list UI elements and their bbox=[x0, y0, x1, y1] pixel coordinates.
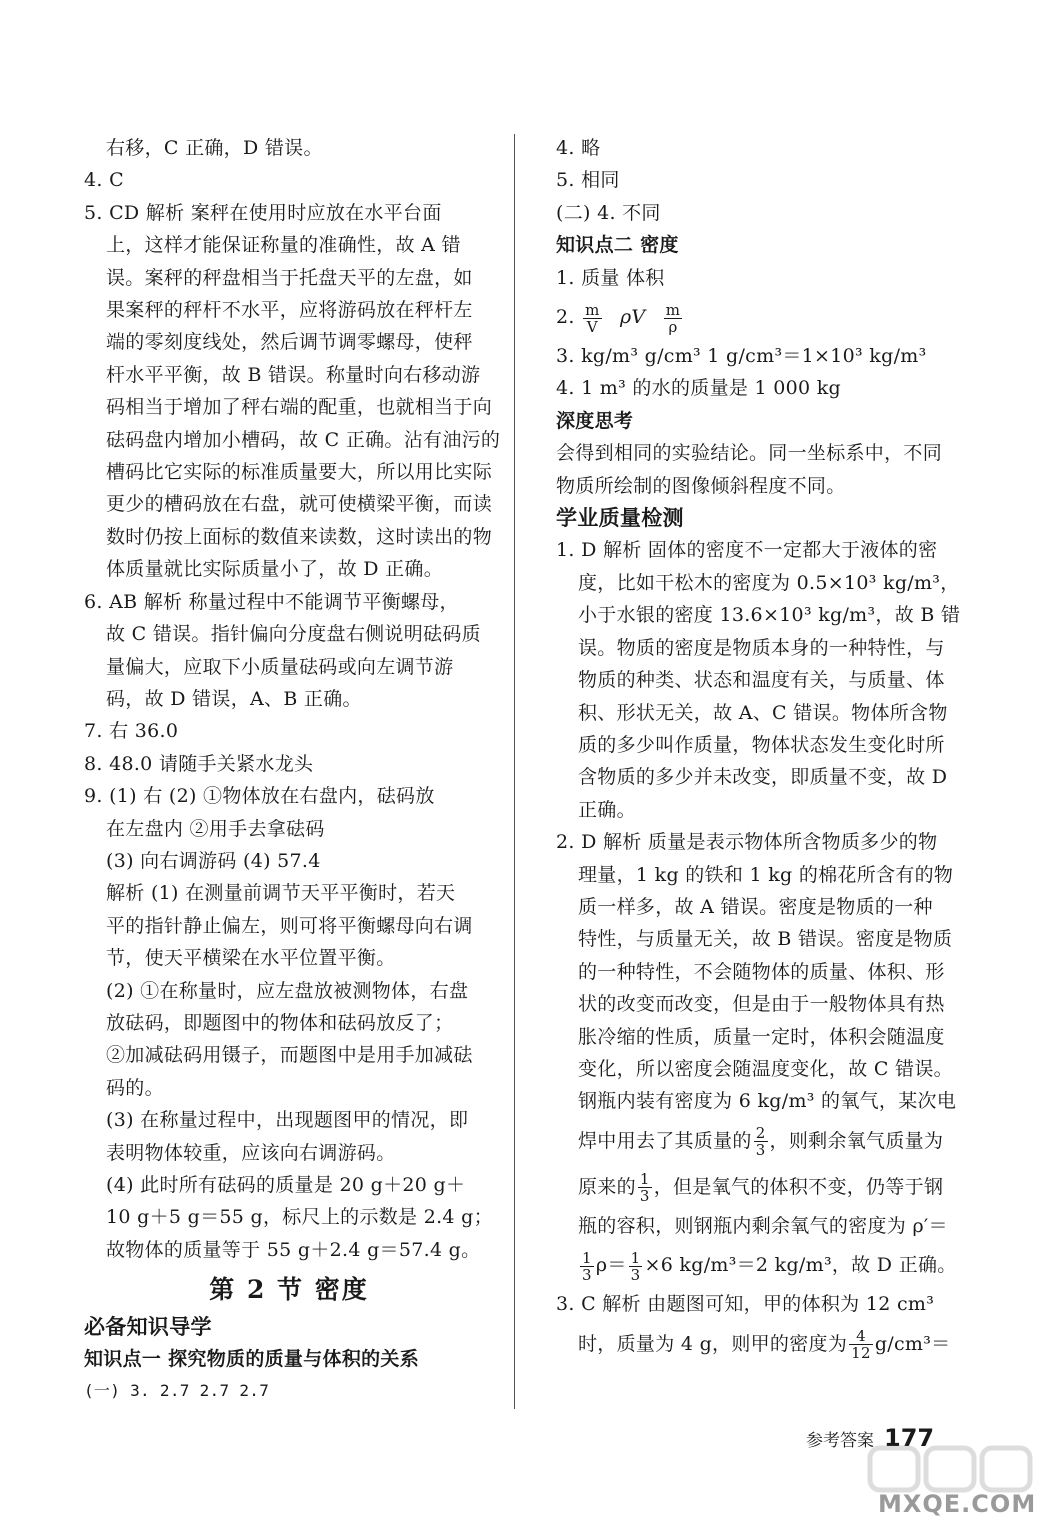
text-line: ②加减砝码用镊子，而题图中是用手加减砝 bbox=[106, 1044, 473, 1067]
fraction-one-third: $\frac{1}{3}$ bbox=[639, 1170, 650, 1206]
text-line: 杆水平平衡，故 B 错误。称量时向右移动游 bbox=[106, 363, 481, 386]
text-line: 物质的种类、状态和温度有关，与质量、体 bbox=[578, 669, 945, 692]
watermark-text: MXQE.COM bbox=[878, 1490, 1037, 1518]
answer-r4: 4. 略 bbox=[556, 137, 601, 159]
text-line: 右移，C 正确，D 错误。 bbox=[106, 137, 323, 159]
heading-deep-thinking: 深度思考 bbox=[556, 409, 634, 432]
text-line: 数时仍按上面标的数值来读数，这时读出的物 bbox=[106, 525, 493, 548]
answer-k3: 3. kg/m³ g/cm³ 1 g/cm³＝1×10³ kg/m³ bbox=[556, 345, 927, 368]
text-line: 砝码盘内增加小槽码，故 C 正确。沾有油污的 bbox=[106, 428, 501, 451]
answer-k1: 1. 质量 体积 bbox=[556, 266, 665, 289]
text-line: 槽码比它实际的标准质量要大，所以用比实际 bbox=[106, 461, 493, 484]
footer-label: 参考答案 bbox=[806, 1431, 874, 1451]
text-line: 会得到相同的实验结论。同一坐标系中，不同 bbox=[556, 442, 943, 465]
heading-quality-test: 学业质量检测 bbox=[556, 506, 684, 531]
text-line: 果案秤的秤杆不水平，应将游码放在秤杆左 bbox=[106, 299, 473, 322]
text-line: (3) 向右调游码 (4) 57.4 bbox=[106, 849, 321, 872]
text-line: 误。案秤的秤盘相当于托盘天平的左盘，如 bbox=[106, 266, 473, 289]
text-line: 解析 (1) 在测量前调节天平平衡时，若天 bbox=[106, 882, 456, 905]
fraction-one-third: $\frac{1}{3}$ bbox=[630, 1248, 641, 1284]
section-title: 第 2 节 密度 bbox=[209, 1275, 369, 1305]
fraction-two-thirds: $\frac{2}{3}$ bbox=[755, 1124, 766, 1160]
fraction-m-over-rho: $\frac{m}{\rho}$ bbox=[665, 300, 681, 336]
text-line: 质的多少叫作质量，物体状态发生变化时所 bbox=[578, 733, 945, 756]
fraction-four-twelfths: $\frac{4}{12}$ bbox=[851, 1327, 871, 1363]
text-line: 积、形状无关，故 A、C 错误。物体所含物 bbox=[578, 701, 948, 724]
answer-a3: 3. C 解析 由题图可知，甲的体积为 12 cm³ bbox=[556, 1293, 935, 1316]
fraction-m-over-v: $\frac{m}{V}$ bbox=[585, 300, 600, 336]
answer-8: 8. 48.0 请随手关紧水龙头 bbox=[84, 752, 314, 775]
text-line-fraction: 焊中用去了其质量的 $\frac{2}{3}$ ，则剩余氧气质量为 bbox=[578, 1124, 944, 1160]
text-line: 端的零刻度线处，然后调节调零螺母，使秤 bbox=[106, 331, 473, 354]
page-number: 177 bbox=[884, 1424, 935, 1452]
text-line: 小于水银的密度 13.6×10³ kg/m³，故 B 错 bbox=[578, 604, 961, 627]
answer-line: (一) 3. 2.7 2.7 2.7 bbox=[84, 1381, 270, 1401]
text-line: (4) 此时所有砝码的质量是 20 g＋20 g＋ bbox=[106, 1174, 466, 1196]
answer-7: 7. 右 36.0 bbox=[84, 720, 179, 743]
text-line: 10 g＋5 g＝55 g，标尺上的示数是 2.4 g； bbox=[106, 1206, 493, 1229]
text-line: 误。物质的密度是物质本身的一种特性，与 bbox=[578, 636, 945, 659]
answer-6: 6. AB 解析 称量过程中不能调节平衡螺母， bbox=[84, 590, 459, 613]
text-line: (3) 在称量过程中，出现题图甲的情况，即 bbox=[106, 1109, 469, 1132]
heading-guide: 必备知识导学 bbox=[84, 1314, 212, 1339]
column-divider bbox=[514, 134, 515, 1409]
item-number: 2. bbox=[556, 306, 575, 329]
text-line: 钢瓶内装有密度为 6 kg/m³ 的氧气，某次电 bbox=[578, 1090, 957, 1113]
answer-5: 5. CD 解析 案秤在使用时应放在水平台面 bbox=[84, 201, 442, 224]
text-line: 体质量就比实际质量小了，故 D 正确。 bbox=[106, 558, 444, 581]
answer-4: 4. C bbox=[84, 169, 124, 192]
text-line: 节，使天平横梁在水平位置平衡。 bbox=[106, 947, 396, 970]
text-line: 含物质的多少并未改变，即质量不变，故 D bbox=[578, 766, 948, 789]
text-line: 故 C 错误。指针偏向分度盘右侧说明砝码质 bbox=[106, 623, 481, 646]
text-line-fraction: 原来的 $\frac{1}{3}$ ，但是氧气的体积不变，仍等于钢 bbox=[578, 1170, 944, 1206]
fraction-one-third: $\frac{1}{3}$ bbox=[582, 1248, 592, 1284]
text-line: 码的。 bbox=[106, 1076, 164, 1099]
text-line: 表明物体较重，应该向右调游码。 bbox=[106, 1141, 396, 1164]
text-line: 平的指针静止偏左，则可将平衡螺母向右调 bbox=[106, 914, 473, 937]
text-line: 在左盘内 ②用手去拿砝码 bbox=[106, 817, 325, 840]
text-line: 正确。 bbox=[578, 798, 636, 821]
left-column bbox=[84, 132, 501, 1408]
text-line: 码，故 D 错误，A、B 正确。 bbox=[106, 687, 362, 710]
heading-knowledge-2: 知识点二 密度 bbox=[556, 234, 679, 257]
answer-r6: (二) 4. 不同 bbox=[556, 201, 661, 224]
answer-r5: 5. 相同 bbox=[556, 169, 620, 192]
text-line: 度，比如干松木的密度为 0.5×10³ kg/m³， bbox=[578, 571, 960, 594]
text-line: 物质所绘制的图像倾斜程度不同。 bbox=[556, 474, 846, 497]
text-line: 放砝码，即题图中的物体和砝码放反了； bbox=[106, 1011, 454, 1034]
text-line: 上，这样才能保证称量的准确性，故 A 错 bbox=[106, 234, 461, 257]
text-line: 胀冷缩的性质，质量一定时，体积会随温度 bbox=[578, 1025, 945, 1048]
text-line: 变化，所以密度会随温度变化，故 C 错误。 bbox=[578, 1057, 953, 1080]
text-line: 状的改变而改变，但是由于一般物体具有热 bbox=[578, 993, 945, 1016]
formula-rho-v: ρV bbox=[619, 306, 646, 329]
text-line: (2) ①在称量时，应左盘放被测物体，右盘 bbox=[106, 979, 469, 1002]
answer-k4: 4. 1 m³ 的水的质量是 1 000 kg bbox=[556, 377, 842, 400]
text-line: 瓶的容积，则钢瓶内剩余氧气的密度为 ρ′＝ bbox=[578, 1214, 948, 1237]
text-line: 质一样多，故 A 错误。密度是物质的一种 bbox=[578, 895, 933, 918]
heading-knowledge-1: 知识点一 探究物质的质量与体积的关系 bbox=[84, 1348, 420, 1371]
text-line: 特性，与质量无关，故 B 错误。密度是物质 bbox=[578, 928, 953, 951]
text-line-fraction: $\frac{1}{3}$ ρ＝ $\frac{1}{3}$ ×6 kg/m³＝2 kg/m³，故 D 正确。 bbox=[582, 1248, 957, 1284]
answer-a1: 1. D 解析 固体的密度不一定都大于液体的密 bbox=[556, 539, 938, 562]
answer-a2: 2. D 解析 质量是表示物体所含物质多少的物 bbox=[556, 831, 938, 854]
text-line: 理量，1 kg 的铁和 1 kg 的棉花所含有的物 bbox=[578, 863, 954, 886]
text-line: 量偏大，应取下小质量砝码或向左调节游 bbox=[106, 655, 454, 678]
answer-9: 9. (1) 右 (2) ①物体放在右盘内，砝码放 bbox=[84, 785, 435, 808]
text-line: 故物体的质量等于 55 g＋2.4 g＝57.4 g。 bbox=[106, 1238, 481, 1261]
text-line: 码相当于增加了秤右端的配重，也就相当于向 bbox=[106, 396, 493, 419]
right-column bbox=[556, 132, 966, 1367]
text-line: 更少的槽码放在右盘，就可使横梁平衡，而读 bbox=[106, 493, 493, 516]
text-line-fraction: 时，质量为 4 g，则甲的密度为 $\frac{4}{12}$ g/cm³＝ bbox=[578, 1327, 951, 1363]
text-line: 的一种特性，不会随物体的质量、体积、形 bbox=[578, 960, 945, 983]
answer-k2 bbox=[556, 294, 966, 340]
